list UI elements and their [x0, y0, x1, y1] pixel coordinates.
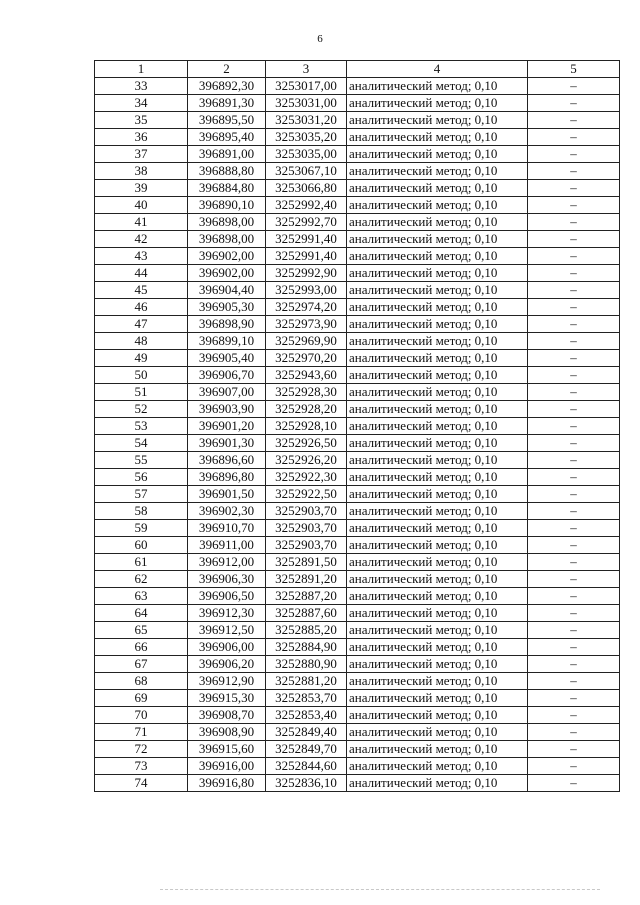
table-row — [95, 741, 620, 758]
x-coordinate-cell: 396904,40 — [188, 282, 266, 299]
method-accuracy-cell: аналитический метод; 0,10 — [347, 537, 528, 554]
x-coordinate-cell: 396906,00 — [188, 639, 266, 656]
x-coordinate-cell: 396896,80 — [188, 469, 266, 486]
point-number-cell: 47 — [95, 316, 188, 333]
note-cell: – — [528, 469, 620, 486]
y-coordinate-cell: 3252991,40 — [266, 231, 347, 248]
y-coordinate-cell: 3252884,90 — [266, 639, 347, 656]
method-accuracy-cell: аналитический метод; 0,10 — [347, 129, 528, 146]
point-number-cell: 67 — [95, 656, 188, 673]
point-number-cell: 48 — [95, 333, 188, 350]
note-cell: – — [528, 112, 620, 129]
note-cell: – — [528, 333, 620, 350]
method-accuracy-cell: аналитический метод; 0,10 — [347, 486, 528, 503]
y-coordinate-cell: 3252969,90 — [266, 333, 347, 350]
y-coordinate-cell: 3252887,20 — [266, 588, 347, 605]
method-accuracy-cell: аналитический метод; 0,10 — [347, 231, 528, 248]
method-accuracy-cell: аналитический метод; 0,10 — [347, 775, 528, 792]
table-row — [95, 333, 620, 350]
y-coordinate-cell: 3253035,20 — [266, 129, 347, 146]
table-row — [95, 95, 620, 112]
x-coordinate-cell: 396902,00 — [188, 248, 266, 265]
method-accuracy-cell: аналитический метод; 0,10 — [347, 605, 528, 622]
method-accuracy-cell: аналитический метод; 0,10 — [347, 384, 528, 401]
point-number-cell: 56 — [95, 469, 188, 486]
method-accuracy-cell: аналитический метод; 0,10 — [347, 401, 528, 418]
note-cell: – — [528, 129, 620, 146]
point-number-cell: 58 — [95, 503, 188, 520]
note-cell: – — [528, 214, 620, 231]
point-number-cell: 59 — [95, 520, 188, 537]
note-cell: – — [528, 248, 620, 265]
column-header-5: 5 — [528, 61, 620, 78]
x-coordinate-cell: 396895,50 — [188, 112, 266, 129]
coordinates-table — [94, 60, 620, 792]
point-number-cell: 44 — [95, 265, 188, 282]
x-coordinate-cell: 396892,30 — [188, 78, 266, 95]
x-coordinate-cell: 396884,80 — [188, 180, 266, 197]
table-row — [95, 401, 620, 418]
point-number-cell: 52 — [95, 401, 188, 418]
y-coordinate-cell: 3252922,50 — [266, 486, 347, 503]
table-row — [95, 214, 620, 231]
table-row — [95, 520, 620, 537]
x-coordinate-cell: 396907,00 — [188, 384, 266, 401]
x-coordinate-cell: 396901,20 — [188, 418, 266, 435]
x-coordinate-cell: 396903,90 — [188, 401, 266, 418]
method-accuracy-cell: аналитический метод; 0,10 — [347, 469, 528, 486]
note-cell: – — [528, 605, 620, 622]
point-number-cell: 55 — [95, 452, 188, 469]
point-number-cell: 71 — [95, 724, 188, 741]
table-row — [95, 503, 620, 520]
x-coordinate-cell: 396905,30 — [188, 299, 266, 316]
note-cell: – — [528, 639, 620, 656]
table-row — [95, 180, 620, 197]
table-row — [95, 690, 620, 707]
y-coordinate-cell: 3252849,70 — [266, 741, 347, 758]
table-row — [95, 571, 620, 588]
x-coordinate-cell: 396895,40 — [188, 129, 266, 146]
method-accuracy-cell: аналитический метод; 0,10 — [347, 503, 528, 520]
table-row — [95, 112, 620, 129]
table-row — [95, 656, 620, 673]
y-coordinate-cell: 3252891,20 — [266, 571, 347, 588]
point-number-cell: 70 — [95, 707, 188, 724]
method-accuracy-cell: аналитический метод; 0,10 — [347, 520, 528, 537]
x-coordinate-cell: 396899,10 — [188, 333, 266, 350]
point-number-cell: 72 — [95, 741, 188, 758]
method-accuracy-cell: аналитический метод; 0,10 — [347, 673, 528, 690]
table-row — [95, 129, 620, 146]
y-coordinate-cell: 3252849,40 — [266, 724, 347, 741]
y-coordinate-cell: 3252928,20 — [266, 401, 347, 418]
y-coordinate-cell: 3252891,50 — [266, 554, 347, 571]
method-accuracy-cell: аналитический метод; 0,10 — [347, 282, 528, 299]
y-coordinate-cell: 3253031,20 — [266, 112, 347, 129]
x-coordinate-cell: 396910,70 — [188, 520, 266, 537]
method-accuracy-cell: аналитический метод; 0,10 — [347, 112, 528, 129]
table-row — [95, 418, 620, 435]
table-row — [95, 146, 620, 163]
point-number-cell: 40 — [95, 197, 188, 214]
table-row — [95, 673, 620, 690]
y-coordinate-cell: 3252881,20 — [266, 673, 347, 690]
method-accuracy-cell: аналитический метод; 0,10 — [347, 197, 528, 214]
note-cell: – — [528, 231, 620, 248]
page-number: 6 — [317, 33, 323, 45]
x-coordinate-cell: 396890,10 — [188, 197, 266, 214]
note-cell: – — [528, 622, 620, 639]
method-accuracy-cell: аналитический метод; 0,10 — [347, 146, 528, 163]
note-cell: – — [528, 741, 620, 758]
note-cell: – — [528, 197, 620, 214]
x-coordinate-cell: 396912,30 — [188, 605, 266, 622]
point-number-cell: 68 — [95, 673, 188, 690]
note-cell: – — [528, 571, 620, 588]
y-coordinate-cell: 3253035,00 — [266, 146, 347, 163]
note-cell: – — [528, 537, 620, 554]
point-number-cell: 65 — [95, 622, 188, 639]
x-coordinate-cell: 396898,00 — [188, 231, 266, 248]
note-cell: – — [528, 95, 620, 112]
point-number-cell: 45 — [95, 282, 188, 299]
y-coordinate-cell: 3253067,10 — [266, 163, 347, 180]
table-row — [95, 537, 620, 554]
note-cell: – — [528, 78, 620, 95]
method-accuracy-cell: аналитический метод; 0,10 — [347, 724, 528, 741]
method-accuracy-cell: аналитический метод; 0,10 — [347, 622, 528, 639]
y-coordinate-cell: 3252853,40 — [266, 707, 347, 724]
table-row — [95, 486, 620, 503]
method-accuracy-cell: аналитический метод; 0,10 — [347, 571, 528, 588]
y-coordinate-cell: 3252991,40 — [266, 248, 347, 265]
note-cell: – — [528, 758, 620, 775]
point-number-cell: 41 — [95, 214, 188, 231]
note-cell: – — [528, 384, 620, 401]
point-number-cell: 53 — [95, 418, 188, 435]
point-number-cell: 36 — [95, 129, 188, 146]
note-cell: – — [528, 282, 620, 299]
note-cell: – — [528, 401, 620, 418]
note-cell: – — [528, 486, 620, 503]
table-row — [95, 231, 620, 248]
y-coordinate-cell: 3253066,80 — [266, 180, 347, 197]
y-coordinate-cell: 3252887,60 — [266, 605, 347, 622]
y-coordinate-cell: 3253031,00 — [266, 95, 347, 112]
note-cell: – — [528, 265, 620, 282]
note-cell: – — [528, 146, 620, 163]
point-number-cell: 73 — [95, 758, 188, 775]
note-cell: – — [528, 163, 620, 180]
table-row — [95, 316, 620, 333]
x-coordinate-cell: 396891,00 — [188, 146, 266, 163]
table-row — [95, 452, 620, 469]
point-number-cell: 50 — [95, 367, 188, 384]
note-cell: – — [528, 690, 620, 707]
note-cell: – — [528, 452, 620, 469]
method-accuracy-cell: аналитический метод; 0,10 — [347, 435, 528, 452]
point-number-cell: 60 — [95, 537, 188, 554]
y-coordinate-cell: 3252885,20 — [266, 622, 347, 639]
point-number-cell: 63 — [95, 588, 188, 605]
x-coordinate-cell: 396888,80 — [188, 163, 266, 180]
y-coordinate-cell: 3252926,50 — [266, 435, 347, 452]
y-coordinate-cell: 3252844,60 — [266, 758, 347, 775]
table-row — [95, 384, 620, 401]
table-row — [95, 282, 620, 299]
note-cell: – — [528, 418, 620, 435]
method-accuracy-cell: аналитический метод; 0,10 — [347, 690, 528, 707]
x-coordinate-cell: 396916,00 — [188, 758, 266, 775]
point-number-cell: 34 — [95, 95, 188, 112]
point-number-cell: 51 — [95, 384, 188, 401]
y-coordinate-cell: 3252992,90 — [266, 265, 347, 282]
x-coordinate-cell: 396908,70 — [188, 707, 266, 724]
table-row — [95, 248, 620, 265]
note-cell: – — [528, 724, 620, 741]
x-coordinate-cell: 396906,20 — [188, 656, 266, 673]
table-row — [95, 707, 620, 724]
table-row — [95, 78, 620, 95]
method-accuracy-cell: аналитический метод; 0,10 — [347, 707, 528, 724]
y-coordinate-cell: 3252853,70 — [266, 690, 347, 707]
table-row — [95, 622, 620, 639]
x-coordinate-cell: 396902,30 — [188, 503, 266, 520]
method-accuracy-cell: аналитический метод; 0,10 — [347, 163, 528, 180]
point-number-cell: 35 — [95, 112, 188, 129]
point-number-cell: 66 — [95, 639, 188, 656]
point-number-cell: 64 — [95, 605, 188, 622]
note-cell: – — [528, 503, 620, 520]
method-accuracy-cell: аналитический метод; 0,10 — [347, 333, 528, 350]
table-row — [95, 299, 620, 316]
y-coordinate-cell: 3252926,20 — [266, 452, 347, 469]
y-coordinate-cell: 3252973,90 — [266, 316, 347, 333]
y-coordinate-cell: 3252928,10 — [266, 418, 347, 435]
method-accuracy-cell: аналитический метод; 0,10 — [347, 656, 528, 673]
point-number-cell: 37 — [95, 146, 188, 163]
x-coordinate-cell: 396901,30 — [188, 435, 266, 452]
y-coordinate-cell: 3252903,70 — [266, 520, 347, 537]
point-number-cell: 54 — [95, 435, 188, 452]
table-row — [95, 469, 620, 486]
y-coordinate-cell: 3252928,30 — [266, 384, 347, 401]
y-coordinate-cell: 3252970,20 — [266, 350, 347, 367]
note-cell: – — [528, 588, 620, 605]
x-coordinate-cell: 396905,40 — [188, 350, 266, 367]
x-coordinate-cell: 396898,90 — [188, 316, 266, 333]
point-number-cell: 62 — [95, 571, 188, 588]
column-header-1: 1 — [95, 61, 188, 78]
table-row — [95, 350, 620, 367]
x-coordinate-cell: 396891,30 — [188, 95, 266, 112]
x-coordinate-cell: 396911,00 — [188, 537, 266, 554]
x-coordinate-cell: 396908,90 — [188, 724, 266, 741]
method-accuracy-cell: аналитический метод; 0,10 — [347, 758, 528, 775]
y-coordinate-cell: 3252992,70 — [266, 214, 347, 231]
y-coordinate-cell: 3252836,10 — [266, 775, 347, 792]
note-cell: – — [528, 180, 620, 197]
method-accuracy-cell: аналитический метод; 0,10 — [347, 639, 528, 656]
note-cell: – — [528, 350, 620, 367]
x-coordinate-cell: 396898,00 — [188, 214, 266, 231]
scan-footer-marks — [160, 889, 600, 892]
table-row — [95, 758, 620, 775]
x-coordinate-cell: 396912,00 — [188, 554, 266, 571]
method-accuracy-cell: аналитический метод; 0,10 — [347, 248, 528, 265]
table-row — [95, 197, 620, 214]
note-cell: – — [528, 775, 620, 792]
x-coordinate-cell: 396912,90 — [188, 673, 266, 690]
y-coordinate-cell: 3252922,30 — [266, 469, 347, 486]
note-cell: – — [528, 707, 620, 724]
note-cell: – — [528, 520, 620, 537]
x-coordinate-cell: 396906,30 — [188, 571, 266, 588]
point-number-cell: 69 — [95, 690, 188, 707]
x-coordinate-cell: 396915,60 — [188, 741, 266, 758]
point-number-cell: 38 — [95, 163, 188, 180]
method-accuracy-cell: аналитический метод; 0,10 — [347, 367, 528, 384]
y-coordinate-cell: 3252943,60 — [266, 367, 347, 384]
point-number-cell: 33 — [95, 78, 188, 95]
table-row — [95, 163, 620, 180]
point-number-cell: 39 — [95, 180, 188, 197]
table-row — [95, 435, 620, 452]
table-row — [95, 588, 620, 605]
x-coordinate-cell: 396902,00 — [188, 265, 266, 282]
table-row — [95, 554, 620, 571]
y-coordinate-cell: 3252880,90 — [266, 656, 347, 673]
table-header-row — [95, 61, 620, 78]
point-number-cell: 61 — [95, 554, 188, 571]
note-cell: – — [528, 367, 620, 384]
table-row — [95, 367, 620, 384]
method-accuracy-cell: аналитический метод; 0,10 — [347, 588, 528, 605]
method-accuracy-cell: аналитический метод; 0,10 — [347, 418, 528, 435]
table-row — [95, 265, 620, 282]
method-accuracy-cell: аналитический метод; 0,10 — [347, 452, 528, 469]
table-row — [95, 605, 620, 622]
note-cell: – — [528, 316, 620, 333]
method-accuracy-cell: аналитический метод; 0,10 — [347, 299, 528, 316]
note-cell: – — [528, 673, 620, 690]
y-coordinate-cell: 3252903,70 — [266, 537, 347, 554]
table-row — [95, 775, 620, 792]
x-coordinate-cell: 396896,60 — [188, 452, 266, 469]
method-accuracy-cell: аналитический метод; 0,10 — [347, 78, 528, 95]
method-accuracy-cell: аналитический метод; 0,10 — [347, 180, 528, 197]
table-row — [95, 724, 620, 741]
point-number-cell: 49 — [95, 350, 188, 367]
column-header-4: 4 — [347, 61, 528, 78]
point-number-cell: 43 — [95, 248, 188, 265]
note-cell: – — [528, 299, 620, 316]
point-number-cell: 42 — [95, 231, 188, 248]
point-number-cell: 57 — [95, 486, 188, 503]
method-accuracy-cell: аналитический метод; 0,10 — [347, 214, 528, 231]
column-header-3: 3 — [266, 61, 347, 78]
point-number-cell: 74 — [95, 775, 188, 792]
method-accuracy-cell: аналитический метод; 0,10 — [347, 741, 528, 758]
x-coordinate-cell: 396906,70 — [188, 367, 266, 384]
note-cell: – — [528, 656, 620, 673]
y-coordinate-cell: 3252974,20 — [266, 299, 347, 316]
note-cell: – — [528, 435, 620, 452]
method-accuracy-cell: аналитический метод; 0,10 — [347, 265, 528, 282]
y-coordinate-cell: 3252903,70 — [266, 503, 347, 520]
method-accuracy-cell: аналитический метод; 0,10 — [347, 95, 528, 112]
x-coordinate-cell: 396901,50 — [188, 486, 266, 503]
x-coordinate-cell: 396915,30 — [188, 690, 266, 707]
x-coordinate-cell: 396912,50 — [188, 622, 266, 639]
table-row — [95, 639, 620, 656]
x-coordinate-cell: 396906,50 — [188, 588, 266, 605]
method-accuracy-cell: аналитический метод; 0,10 — [347, 350, 528, 367]
note-cell: – — [528, 554, 620, 571]
y-coordinate-cell: 3253017,00 — [266, 78, 347, 95]
x-coordinate-cell: 396916,80 — [188, 775, 266, 792]
y-coordinate-cell: 3252993,00 — [266, 282, 347, 299]
table-body — [95, 61, 620, 792]
method-accuracy-cell: аналитический метод; 0,10 — [347, 316, 528, 333]
y-coordinate-cell: 3252992,40 — [266, 197, 347, 214]
column-header-2: 2 — [188, 61, 266, 78]
method-accuracy-cell: аналитический метод; 0,10 — [347, 554, 528, 571]
point-number-cell: 46 — [95, 299, 188, 316]
